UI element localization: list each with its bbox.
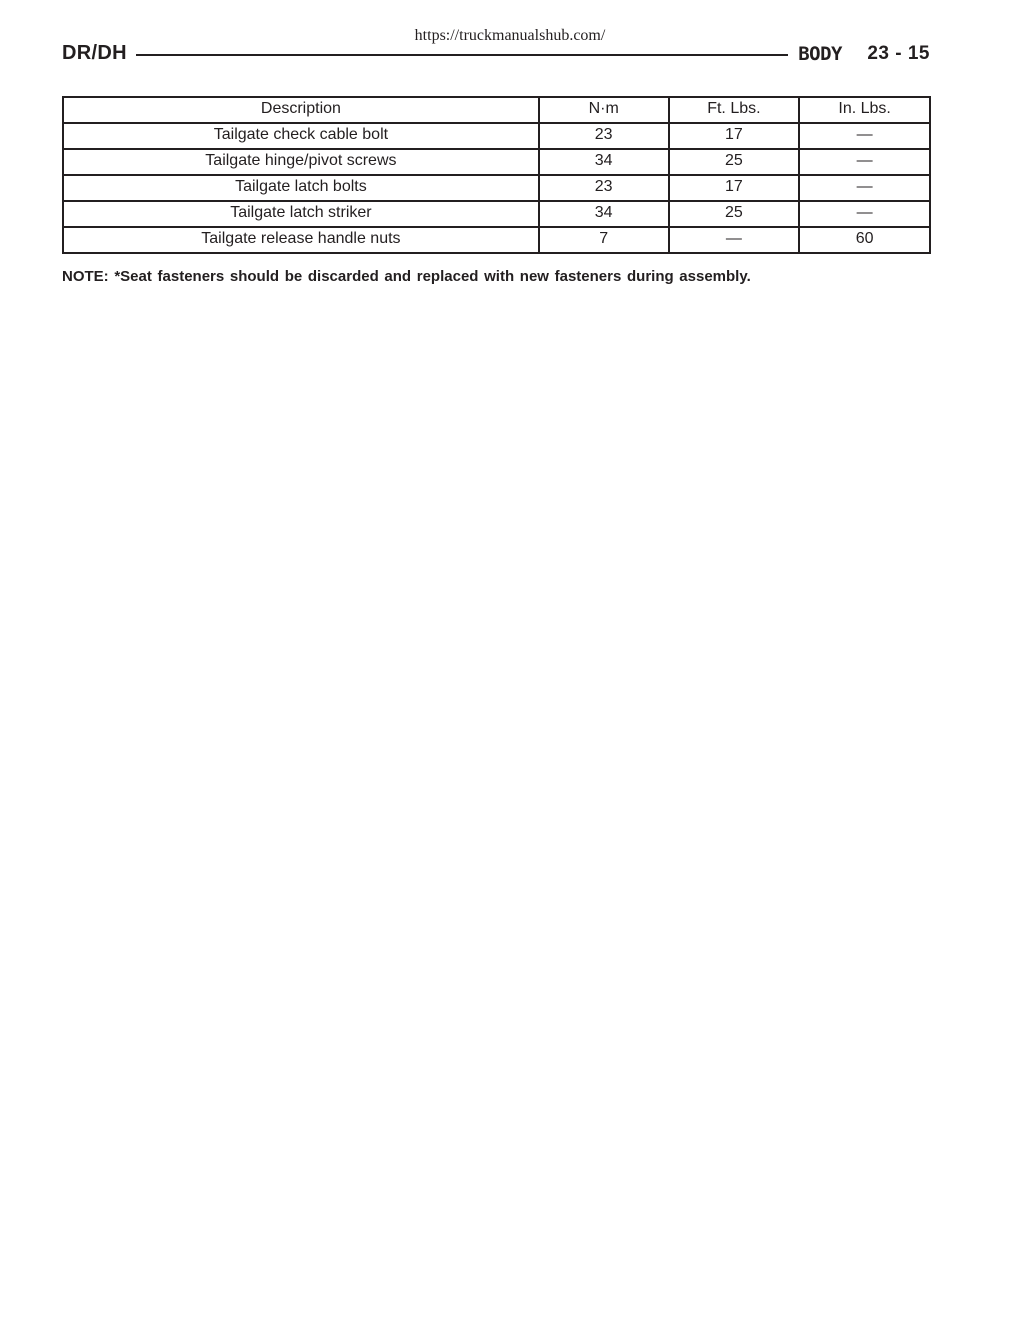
cell-in-lbs: 60 — [799, 227, 930, 253]
table-row — [63, 149, 930, 175]
cell-ft-lbs: 25 — [669, 149, 800, 175]
assembly-note: NOTE: *Seat fasteners should be discarded and replaced with new fasteners during assembly. — [62, 268, 751, 285]
section-title: BODY — [798, 43, 842, 65]
table-row — [63, 201, 930, 227]
cell-nm: 34 — [539, 201, 669, 227]
cell-in-lbs: — — [799, 149, 930, 175]
cell-in-lbs: — — [799, 175, 930, 201]
cell-nm: 23 — [539, 175, 669, 201]
column-header-nm: N·m — [539, 97, 669, 123]
table-row — [63, 123, 930, 149]
page-header — [62, 40, 930, 68]
table-row — [63, 227, 930, 253]
column-header-ft-lbs: Ft. Lbs. — [669, 97, 800, 123]
cell-ft-lbs: 25 — [669, 201, 800, 227]
cell-nm: 23 — [539, 123, 669, 149]
column-header-description: Description — [63, 97, 539, 123]
page-number: 23 - 15 — [867, 43, 930, 64]
table-header-row — [63, 97, 930, 123]
cell-ft-lbs: 17 — [669, 123, 800, 149]
table-row — [63, 175, 930, 201]
cell-description: Tailgate release handle nuts — [63, 227, 539, 253]
source-url: https://truckmanualshub.com/ — [414, 27, 606, 44]
cell-ft-lbs: 17 — [669, 175, 800, 201]
cell-description: Tailgate hinge/pivot screws — [63, 149, 539, 175]
cell-in-lbs: — — [799, 201, 930, 227]
column-header-in-lbs: In. Lbs. — [799, 97, 930, 123]
cell-description: Tailgate latch bolts — [63, 175, 539, 201]
model-code: DR/DH — [62, 42, 127, 64]
cell-description: Tailgate check cable bolt — [63, 123, 539, 149]
cell-nm: 7 — [539, 227, 669, 253]
torque-specifications-table — [62, 96, 931, 254]
cell-ft-lbs: — — [669, 227, 800, 253]
cell-nm: 34 — [539, 149, 669, 175]
cell-in-lbs: — — [799, 123, 930, 149]
cell-description: Tailgate latch striker — [63, 201, 539, 227]
header-rule — [136, 54, 788, 56]
